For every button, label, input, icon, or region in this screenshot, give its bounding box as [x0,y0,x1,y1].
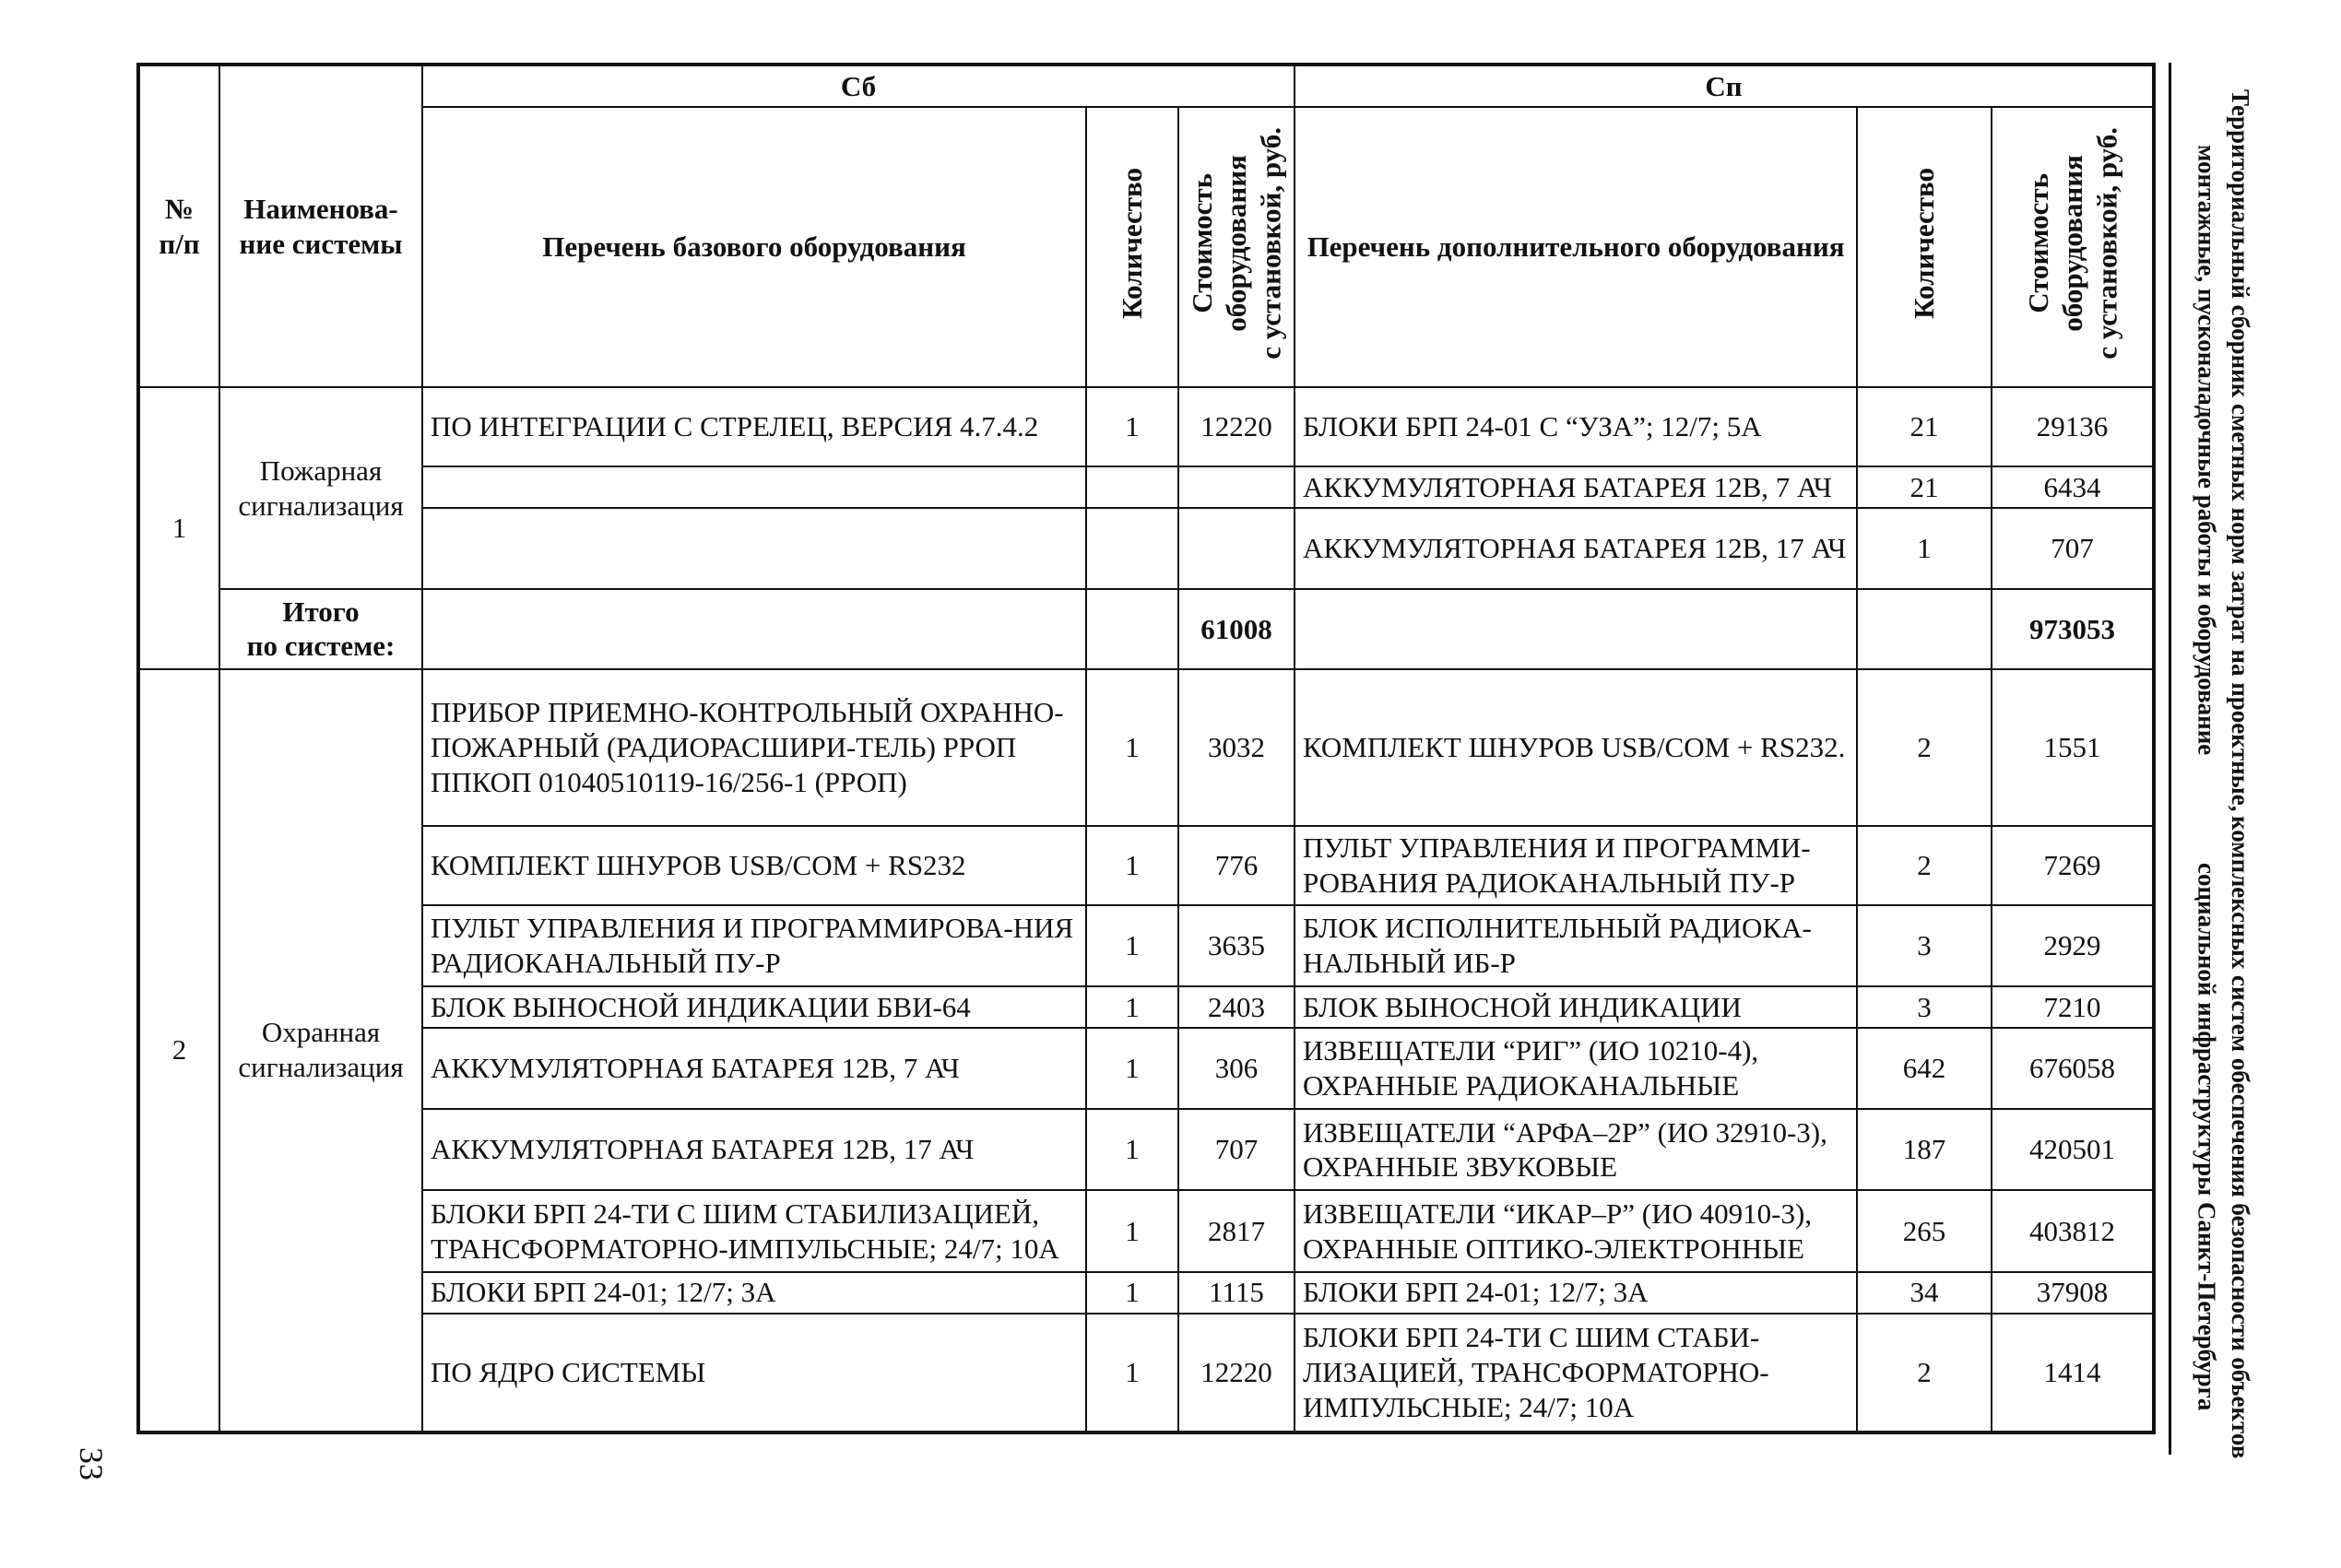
base-cost: 776 [1178,826,1295,905]
document-side-title [2176,88,2257,1461]
total-add-item-empty [1295,589,1857,668]
header-base-qty-text: Количество [1116,167,1149,319]
base-qty: 1 [1086,1190,1178,1271]
add-item: БЛОК ИСПОЛНИТЕЛЬНЫЙ РАДИОКА-НАЛЬНЫЙ ИБ-Р [1295,905,1857,986]
header-add-cost [1992,107,2154,387]
system-num: 2 [138,669,219,1432]
header-group-sp: Сп [1295,65,2154,107]
base-cost [1178,508,1295,589]
total-row [138,589,2154,668]
header-row-columns [138,107,2154,387]
base-qty: 1 [1086,1109,1178,1190]
base-item: ПО ИНТЕГРАЦИИ С СТРЕЛЕЦ, ВЕРСИЯ 4.7.4.2 [422,387,1086,466]
equipment-table [136,63,2156,1434]
header-add-list: Перечень дополнительного оборудования [1295,107,1857,387]
total-add-qty-empty [1857,589,1992,668]
base-qty: 1 [1086,986,1178,1028]
base-cost: 3635 [1178,905,1295,986]
system-num: 1 [138,387,219,669]
add-qty: 21 [1857,387,1992,466]
base-item: КОМПЛЕКТ ШНУРОВ USB/COM + RS232 [422,826,1086,905]
header-group-sb: Сб [422,65,1295,107]
total-add-cost: 973053 [1992,589,2154,668]
base-item: АККУМУЛЯТОРНАЯ БАТАРЕЯ 12В, 7 АЧ [422,1028,1086,1109]
header-base-cost [1178,107,1295,387]
add-cost: 420501 [1992,1109,2154,1190]
base-cost: 2817 [1178,1190,1295,1271]
header-base-cost-line-3: с установкой, руб. [1254,126,1287,360]
header-name-line-1: Наименова- [243,192,398,225]
total-base-item-empty [422,589,1086,668]
base-item: ПРИБОР ПРИЕМНО-КОНТРОЛЬНЫЙ ОХРАННО-ПОЖАРНЫЙ (РАДИОРАСШИРИ-ТЕЛЬ) РРОП ППКОП 01040510119-16/256-1 (РРОП) [422,669,1086,826]
add-item: ИЗВЕЩАТЕЛИ “АРФА–2Р” (ИО 32910-3), ОХРАННЫЕ ЗВУКОВЫЕ [1295,1109,1857,1190]
total-base-qty-empty [1086,589,1178,668]
add-cost: 676058 [1992,1028,2154,1109]
base-qty: 1 [1086,387,1178,466]
base-qty: 1 [1086,1272,1178,1314]
system-name-line-2: сигнализация [238,1051,404,1084]
add-item: КОМПЛЕКТ ШНУРОВ USB/COM + RS232. [1295,669,1857,826]
header-add-cost-line-1: Стоимость [2021,172,2054,313]
add-item: АККУМУЛЯТОРНАЯ БАТАРЕЯ 12В, 17 АЧ [1295,508,1857,589]
base-qty: 1 [1086,1314,1178,1432]
add-qty: 34 [1857,1272,1992,1314]
header-num-line-2: п/п [159,227,200,260]
add-cost: 7210 [1992,986,2154,1028]
add-qty: 3 [1857,986,1992,1028]
header-add-qty-text: Количество [1908,167,1941,319]
side-title-line-1: Территориальный сборник сметных норм затрат на проектные, монтажные, пусконаладочные работы и оборудование [2193,88,2254,812]
table-row [138,1028,2154,1109]
base-item: АККУМУЛЯТОРНАЯ БАТАРЕЯ 12В, 17 АЧ [422,1109,1086,1190]
table-row [138,669,2154,826]
base-item: БЛОКИ БРП 24-01; 12/7; 3А [422,1272,1086,1314]
add-item: ПУЛЬТ УПРАВЛЕНИЯ И ПРОГРАММИ-РОВАНИЯ РАДИОКАНАЛЬНЫЙ ПУ-Р [1295,826,1857,905]
base-item [422,508,1086,589]
base-qty [1086,508,1178,589]
add-qty: 1 [1857,508,1992,589]
add-qty: 2 [1857,1314,1992,1432]
total-label-line-2: по системе: [246,630,396,663]
base-item: ПУЛЬТ УПРАВЛЕНИЯ И ПРОГРАММИРОВА-НИЯ РАДИОКАНАЛЬНЫЙ ПУ-Р [422,905,1086,986]
add-cost: 7269 [1992,826,2154,905]
header-num-line-1: № [164,192,195,225]
table-row [138,387,2154,466]
base-cost: 306 [1178,1028,1295,1109]
base-item: ПО ЯДРО СИСТЕМЫ [422,1314,1086,1432]
header-add-qty [1857,107,1992,387]
total-label [219,589,422,668]
table-row [138,1272,2154,1314]
base-cost: 3032 [1178,669,1295,826]
base-qty: 1 [1086,1028,1178,1109]
header-add-cost-text [2021,127,2124,360]
header-add-cost-line-2: оборудования [2055,154,2088,332]
table-row [138,1314,2154,1432]
system-name-line-1: Охранная [261,1016,381,1049]
add-qty: 642 [1857,1028,1992,1109]
add-qty: 3 [1857,905,1992,986]
base-cost: 12220 [1178,1314,1295,1432]
system-name [219,669,422,1432]
header-system-name [219,65,422,387]
base-cost: 707 [1178,1109,1295,1190]
header-add-cost-line-3: с установкой, руб. [2090,126,2123,360]
system-name-line-2: сигнализация [238,489,404,522]
add-cost: 1414 [1992,1314,2154,1432]
add-qty: 265 [1857,1190,1992,1271]
header-row-groups [138,65,2154,107]
add-qty: 21 [1857,466,1992,508]
header-base-cost-text [1185,127,1288,360]
add-item: ИЗВЕЩАТЕЛИ “ИКАР–Р” (ИО 40910-3), ОХРАННЫЕ ОПТИКО-ЭЛЕКТРОННЫЕ [1295,1190,1857,1271]
total-label-line-1: Итого [282,595,360,628]
add-qty: 2 [1857,669,1992,826]
page-number: 33 [73,1447,110,1480]
base-qty [1086,466,1178,508]
side-rule [2169,63,2171,1455]
table-row [138,1190,2154,1271]
header-num [138,65,219,387]
base-cost: 2403 [1178,986,1295,1028]
table-row [138,905,2154,986]
add-cost: 37908 [1992,1272,2154,1314]
table-row [138,508,2154,589]
add-qty: 187 [1857,1109,1992,1190]
add-cost: 1551 [1992,669,2154,826]
total-base-cost: 61008 [1178,589,1295,668]
base-cost [1178,466,1295,508]
add-cost: 6434 [1992,466,2154,508]
system-name-line-1: Пожарная [259,454,383,487]
base-item: БЛОК ВЫНОСНОЙ ИНДИКАЦИИ БВИ-64 [422,986,1086,1028]
header-base-cost-line-2: оборудования [1220,154,1253,332]
header-base-cost-line-1: Стоимость [1186,172,1219,313]
add-item: АККУМУЛЯТОРНАЯ БАТАРЕЯ 12В, 7 АЧ [1295,466,1857,508]
side-title-line-2: комплексных систем обеспечения безопасности объектов социальной инфраструктуры Санкт-Петербурга [2193,815,2254,1459]
base-item: БЛОКИ БРП 24-ТИ С ШИМ СТАБИЛИЗАЦИЕЙ, ТРАНСФОРМАТОРНО-ИМПУЛЬСНЫЕ; 24/7; 10А [422,1190,1086,1271]
add-qty: 2 [1857,826,1992,905]
table-row [138,986,2154,1028]
system-name [219,387,422,589]
add-item: БЛОКИ БРП 24-01; 12/7; 3А [1295,1272,1857,1314]
header-base-list: Перечень базового оборудования [422,107,1086,387]
base-qty: 1 [1086,905,1178,986]
table-row [138,466,2154,508]
add-item: БЛОК ВЫНОСНОЙ ИНДИКАЦИИ [1295,986,1857,1028]
base-cost: 12220 [1178,387,1295,466]
add-item: ИЗВЕЩАТЕЛИ “РИГ” (ИО 10210-4), ОХРАННЫЕ РАДИОКАНАЛЬНЫЕ [1295,1028,1857,1109]
header-name-line-2: ние системы [239,227,403,260]
add-cost: 2929 [1992,905,2154,986]
add-item: БЛОКИ БРП 24-ТИ С ШИМ СТАБИ-ЛИЗАЦИЕЙ, ТРАНСФОРМАТОРНО-ИМПУЛЬСНЫЕ; 24/7; 10А [1295,1314,1857,1432]
base-item [422,466,1086,508]
table-row [138,1109,2154,1190]
header-base-qty [1086,107,1178,387]
add-item: БЛОКИ БРП 24-01 С “УЗА”; 12/7; 5А [1295,387,1857,466]
add-cost: 707 [1992,508,2154,589]
base-qty: 1 [1086,669,1178,826]
base-cost: 1115 [1178,1272,1295,1314]
base-qty: 1 [1086,826,1178,905]
table-row [138,826,2154,905]
add-cost: 29136 [1992,387,2154,466]
add-cost: 403812 [1992,1190,2154,1271]
